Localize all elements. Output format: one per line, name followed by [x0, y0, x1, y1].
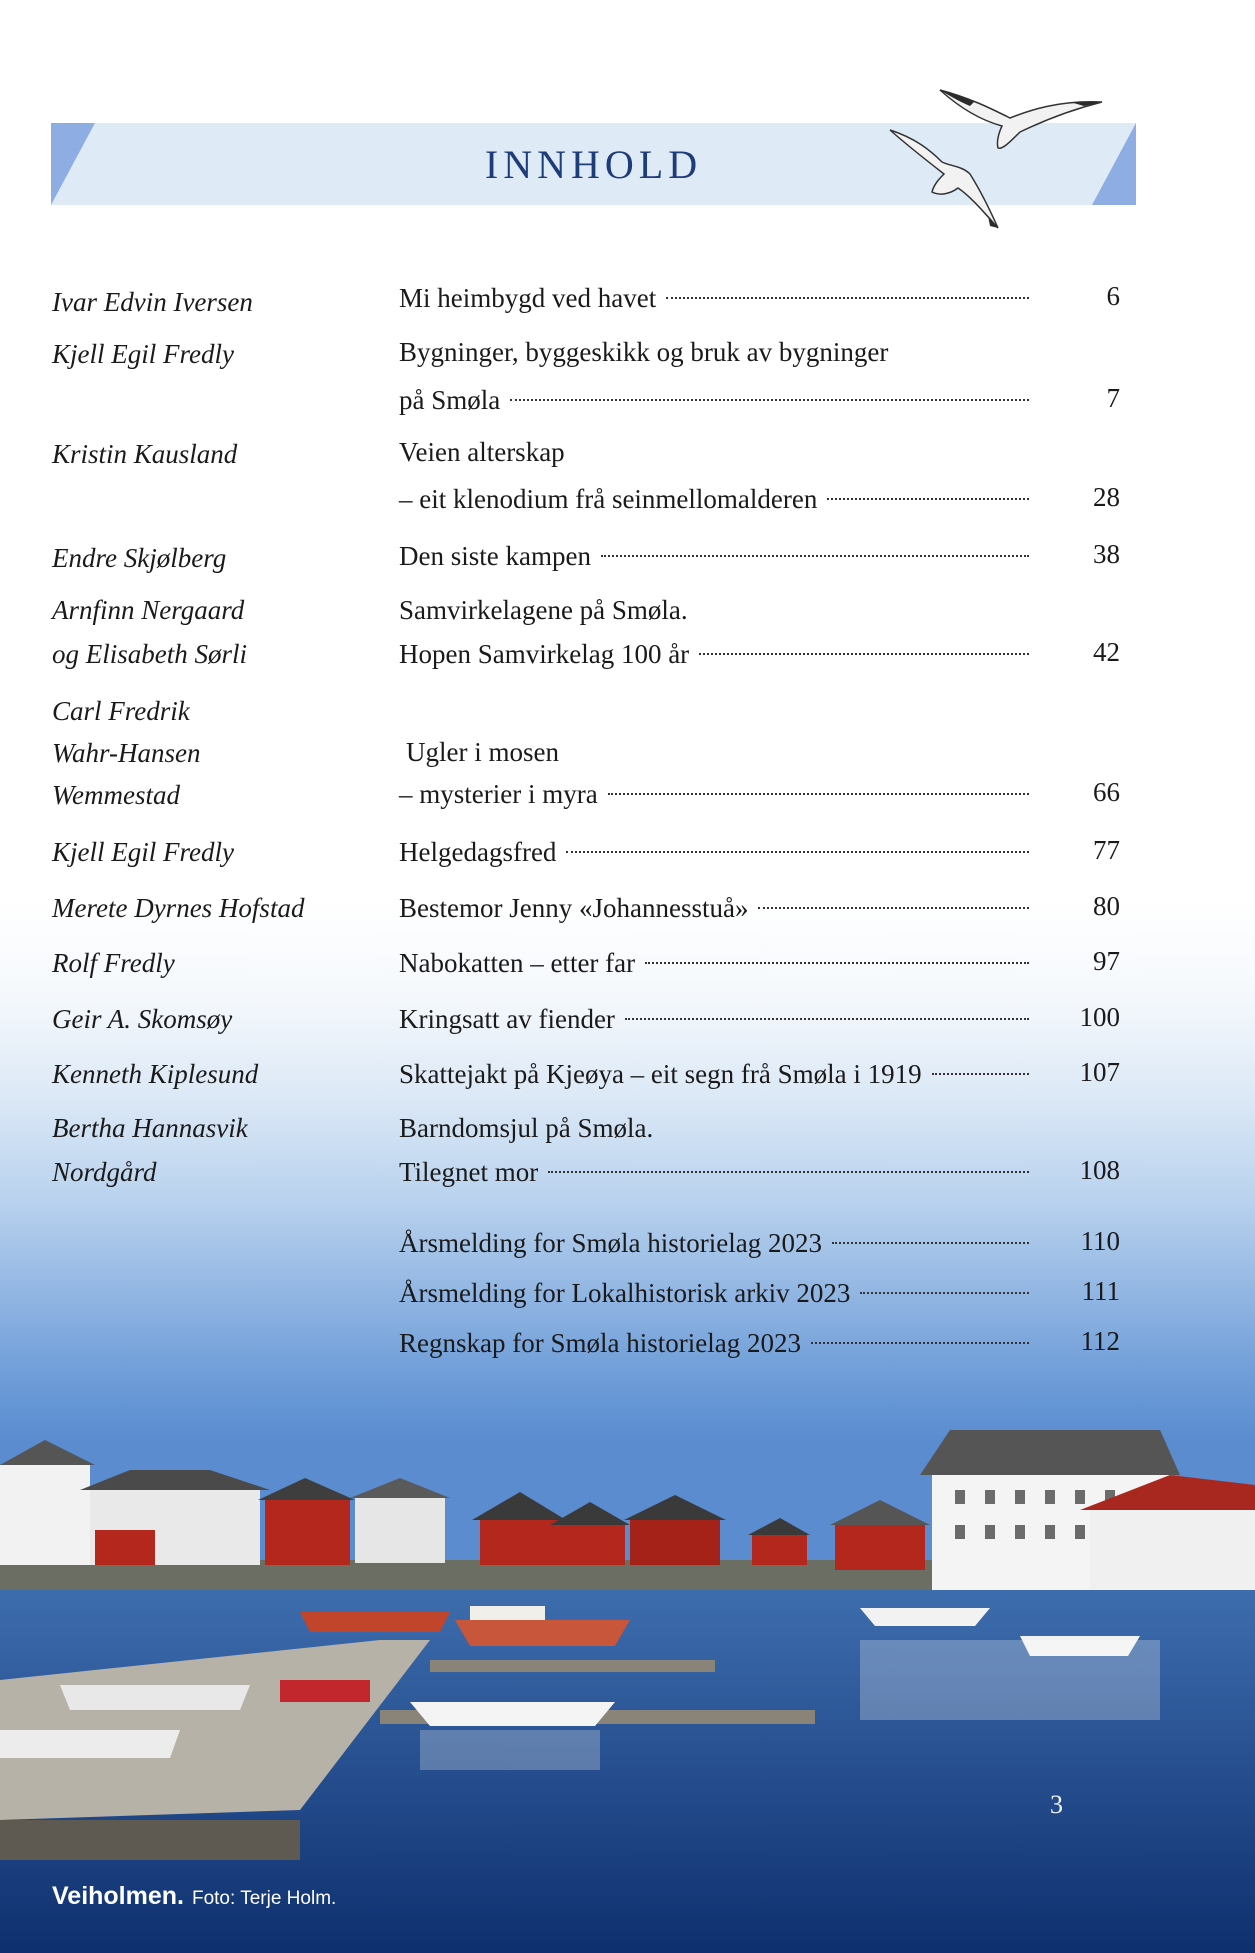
entry-page-number: 112	[1080, 1326, 1120, 1356]
page-title: INNHOLD	[484, 142, 703, 187]
entry-author: Bertha Hannasvik Nordgård	[52, 1113, 248, 1187]
photo-caption	[52, 1882, 336, 1911]
entry-author: Arnfinn Nergaard og Elisabeth Sørli	[52, 595, 247, 669]
entry-page-number: 100	[1079, 1002, 1120, 1032]
entry-title-line	[399, 378, 1029, 422]
dot-leader	[932, 1073, 1029, 1075]
dot-leader	[699, 653, 1029, 655]
entry-page-number: 28	[1093, 482, 1120, 512]
caption-credit: Foto: Terje Holm.	[191, 1888, 337, 1909]
entry-title-continued: – mysterier i myra	[399, 779, 598, 809]
entry-author: Kenneth Kiplesund	[52, 1059, 259, 1089]
entry-page-number: 38	[1093, 539, 1120, 569]
dot-leader	[566, 851, 1029, 853]
right-buildings	[830, 1430, 1255, 1590]
entry-page-number: 6	[1106, 281, 1120, 311]
entry-title: Årsmelding for Smøla historielag 2023	[399, 1228, 822, 1258]
entry-page-number: 108	[1079, 1155, 1120, 1185]
page-number: 3	[1050, 1790, 1063, 1819]
entry-title: Skattejakt på Kjeøya – eit segn frå Smøla i 1919	[399, 1059, 922, 1089]
dot-leader	[758, 907, 1029, 909]
entry-title-line	[399, 941, 1029, 985]
entry-title-line	[399, 1052, 1029, 1096]
dot-leader	[832, 1242, 1029, 1244]
entry-title-line	[399, 534, 1029, 578]
red-boathouses	[472, 1492, 810, 1565]
seagulls-illustration	[870, 70, 1110, 240]
entry-title: Nabokatten – etter far	[399, 948, 636, 978]
entry-title-continued: – eit klenodium frå seinmellomalderen	[399, 484, 818, 514]
entry-title: Bygninger, byggeskikk og bruk av bygninger	[399, 337, 889, 367]
entry-title-continued: Hopen Samvirkelag 100 år	[399, 639, 690, 669]
entry-title-line	[399, 1221, 1029, 1265]
entry-title-line	[399, 886, 1029, 930]
entry-page-number: 66	[1093, 777, 1120, 807]
seagull-icon	[890, 90, 1102, 228]
left-buildings	[0, 1440, 450, 1565]
entry-title-line	[399, 632, 1029, 676]
entry-title: Mi heimbygd ved havet	[399, 283, 657, 313]
entry-title-line	[399, 997, 1029, 1041]
dot-leader	[510, 399, 1029, 401]
entry-title: Regnskap for Smøla historielag 2023	[399, 1328, 801, 1358]
entry-page-number: 42	[1093, 637, 1120, 667]
entry-page-number: 110	[1080, 1226, 1120, 1256]
harbour-photo	[0, 1380, 1255, 1953]
dot-leader	[601, 555, 1029, 557]
entry-title: Helgedagsfred	[399, 837, 557, 867]
entry-author: Kjell Egil Fredly	[52, 837, 234, 867]
entry-page-number: 77	[1093, 835, 1120, 865]
entry-author: Endre Skjølberg	[52, 543, 227, 573]
entry-title-line	[399, 772, 1029, 816]
entry-title-line	[399, 830, 1029, 874]
entry-title-line	[399, 276, 1029, 320]
dot-leader	[645, 962, 1029, 964]
entry-title: Ugler i mosen	[406, 737, 559, 767]
entry-title: Kringsatt av fiender	[399, 1004, 615, 1034]
entry-title: Årsmelding for Lokalhistorisk arkiv 2023	[399, 1278, 851, 1308]
entry-author: Geir A. Skomsøy	[52, 1004, 233, 1034]
dot-leader	[625, 1018, 1029, 1020]
dot-leader	[811, 1342, 1029, 1344]
dot-leader	[608, 793, 1029, 795]
entry-title-line	[399, 1150, 1029, 1194]
caption-place: Veiholmen.	[52, 1882, 184, 1910]
dot-leader	[860, 1292, 1029, 1294]
entry-title: Bestemor Jenny «Johannesstuå»	[399, 893, 749, 923]
dot-leader	[548, 1171, 1029, 1173]
entry-title: Veien alterskap	[399, 437, 565, 467]
entry-title-continued: Tilegnet mor	[399, 1157, 539, 1187]
dot-leader	[666, 297, 1029, 299]
entry-author: Kristin Kausland	[52, 439, 238, 469]
entry-author: Ivar Edvin Iversen	[52, 287, 253, 317]
entry-author: Merete Dyrnes Hofstad	[52, 893, 305, 923]
entry-title-line	[399, 477, 1029, 521]
entry-title: Den siste kampen	[399, 541, 591, 571]
entry-page-number: 97	[1093, 946, 1120, 976]
entry-page-number: 7	[1106, 383, 1120, 413]
entry-title-continued: på Smøla	[399, 385, 501, 415]
entry-author: Carl Fredrik Wahr-Hansen Wemmestad	[52, 696, 201, 810]
entry-title-line	[399, 1271, 1029, 1315]
entry-page-number: 107	[1079, 1057, 1120, 1087]
entry-page-number: 111	[1081, 1276, 1120, 1306]
entry-title: Barndomsjul på Smøla.	[399, 1113, 654, 1143]
entry-page-number: 80	[1093, 891, 1120, 921]
entry-title: Samvirkelagene på Smøla.	[399, 595, 688, 625]
entry-author: Kjell Egil Fredly	[52, 339, 234, 369]
dot-leader	[827, 498, 1029, 500]
entry-author: Rolf Fredly	[52, 948, 175, 978]
entry-title-line	[399, 1321, 1029, 1365]
